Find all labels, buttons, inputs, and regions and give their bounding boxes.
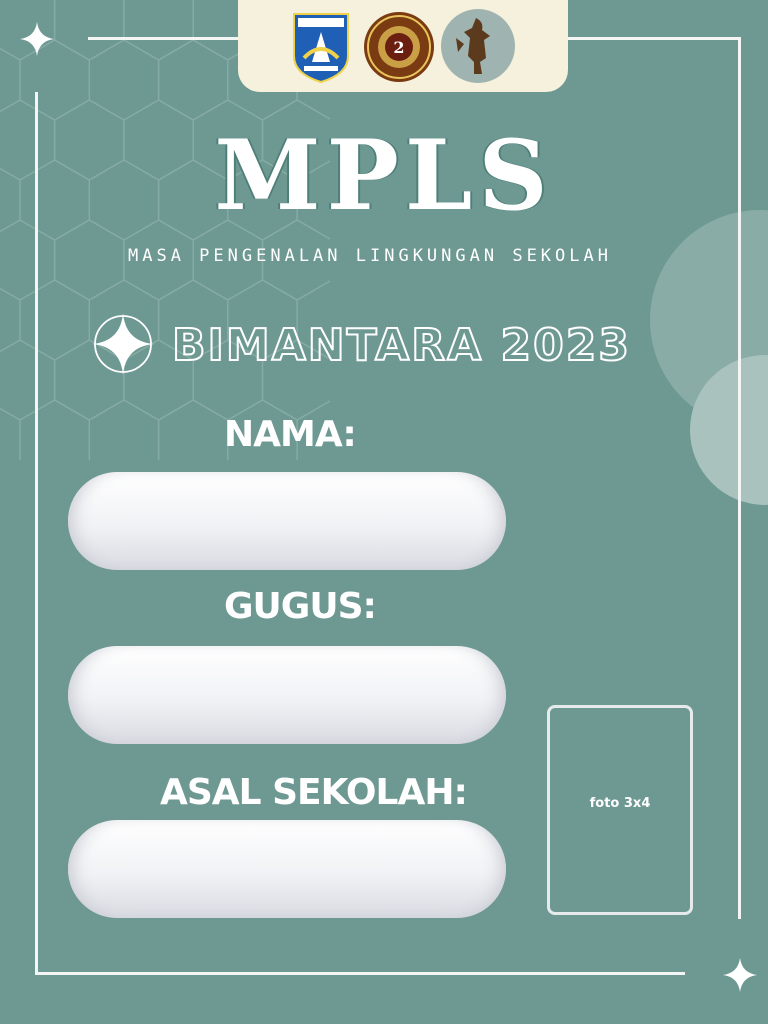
svg-text:2: 2 — [393, 38, 405, 57]
photo-label: foto 3x4 — [589, 795, 651, 811]
nama-field[interactable] — [68, 472, 506, 570]
hexagon-cell — [124, 0, 193, 60]
hexagon-cell — [0, 400, 20, 460]
sparkle-circle-icon — [88, 309, 158, 379]
school-shield-logo-icon — [290, 10, 352, 84]
nama-label: NAMA: — [224, 414, 356, 455]
hexagon-cell — [89, 40, 158, 120]
hexagon-cell — [55, 0, 124, 60]
school-seal-logo-icon — [362, 10, 436, 84]
asal-sekolah-label: ASAL SEKOLAH: — [160, 772, 467, 813]
hexagon-cell — [20, 400, 89, 460]
hexagon-cell — [0, 340, 55, 420]
gugus-field[interactable] — [68, 646, 506, 744]
logo-tab — [238, 0, 568, 92]
frame-left-line — [35, 92, 38, 974]
hexagon-cell — [0, 40, 20, 120]
wayang-figure-logo-icon — [440, 8, 516, 84]
gugus-label: GUGUS: — [224, 586, 376, 627]
hexagon-cell — [89, 400, 158, 460]
hexagon-cell — [159, 400, 228, 460]
photo-placeholder[interactable] — [547, 705, 693, 915]
event-name: BIMANTARA 2023 — [172, 320, 631, 371]
page-subtitle: MASA PENGENALAN LINGKUNGAN SEKOLAH — [128, 246, 612, 266]
page-title: MPLS — [214, 119, 554, 232]
frame-bottom-line — [35, 972, 685, 975]
sparkle-icon — [723, 958, 757, 992]
hexagon-cell — [0, 280, 20, 360]
sparkle-icon — [20, 22, 54, 56]
asal-sekolah-field[interactable] — [68, 820, 506, 918]
hexagon-cell — [20, 280, 89, 360]
hexagon-cell — [159, 40, 228, 120]
